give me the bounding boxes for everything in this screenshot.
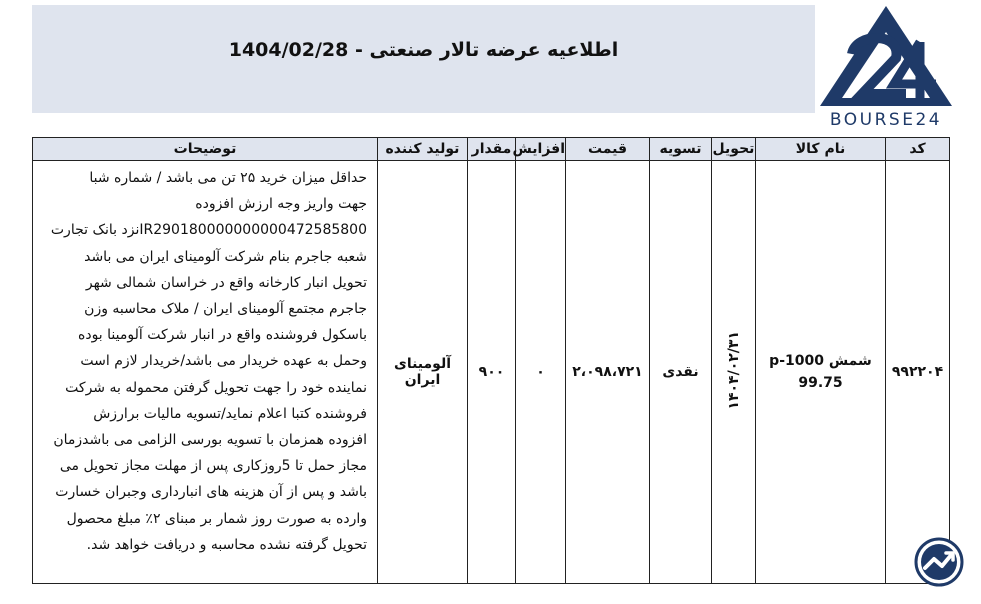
col-header-delivery: تحویل [712, 138, 756, 161]
description-line: تحویل انبار کارخانه واقع در خراسان شمالی شهر [85, 274, 367, 291]
description-line: افزوده همزمان با تسویه بورسی الزامی می باشدزمان [53, 432, 367, 449]
col-header-settlement: تسویه [650, 138, 712, 161]
col-header-quantity: مقدار [468, 138, 516, 161]
cell-quantity: ۹۰۰ [468, 161, 516, 584]
description-line: نماینده خود را جهت تحویل گرفتن محموله به شرکت [65, 379, 367, 396]
description-line: جاجرم مجتمع آلومینای ایران / ملاک محاسبه وزن [84, 301, 367, 318]
description-line: وارده به صورت روز شمار بر مبنای ۲٪ مبلغ محصول [66, 510, 367, 527]
cell-delivery [712, 161, 756, 584]
table-header-row [33, 138, 950, 161]
description-line: حداقل میزان خرید ۲۵ تن می باشد / شماره شبا [89, 170, 367, 186]
offer-table [32, 137, 950, 584]
header-banner [32, 5, 815, 113]
trend-chart-icon[interactable] [912, 536, 966, 588]
cell-producer: آلومینای ایران [378, 161, 468, 584]
table-row [33, 161, 950, 584]
description-line: باسکول فروشنده واقع در انبار شرکت آلومینا بوده [78, 327, 367, 344]
cell-increase: ۰ [516, 161, 566, 584]
description-line: IR290180000000000472585800نزد بانک تجارت [50, 222, 367, 239]
description-line: باشد و پس از آن هزینه های انبارداری وجبران خسارت [55, 484, 367, 501]
product-name: شمش 1000-p [769, 353, 872, 369]
cell-code: ۹۹۲۲۰۴ [886, 161, 950, 584]
col-header-price: قیمت [566, 138, 650, 161]
brand-name: BOURSE24 [829, 110, 943, 130]
col-header-description: توضیحات [33, 138, 378, 161]
page-title: اطلاعیه عرضه تالار صنعتی - 1404/02/28 [228, 39, 619, 61]
col-header-increase: افزایش [516, 138, 566, 161]
description-line: تحویل گرفته نشده محاسبه و دریافت خواهد شد. [86, 536, 367, 553]
cell-price: ۲،۰۹۸،۷۲۱ [566, 161, 650, 584]
col-header-product: نام کالا [756, 138, 886, 161]
delivery-date: ۱۴۰۴/۰۲/۳۱ [725, 330, 742, 410]
description-line: فروشنده کتبا اعلام نماید/تسویه مالیات برارزش [93, 405, 367, 422]
cell-settlement: نقدی [650, 161, 712, 584]
description-line: مجاز حمل تا 5روزکاری پس از مهلت مجاز تحویل می [59, 458, 367, 475]
description-line: شعبه جاجرم بنام شرکت آلومینای ایران می باشد [84, 248, 367, 265]
product-grade: 99.75 [798, 375, 843, 391]
cell-description [33, 161, 378, 584]
cell-product [756, 161, 886, 584]
col-header-code: کد [886, 138, 950, 161]
description-line: جهت واریز وجه ارزش افزوده [195, 196, 367, 213]
description-line: وحمل به عهده خریدار می باشد/خریدار لازم است [80, 353, 367, 370]
col-header-producer: تولید کننده [378, 138, 468, 161]
